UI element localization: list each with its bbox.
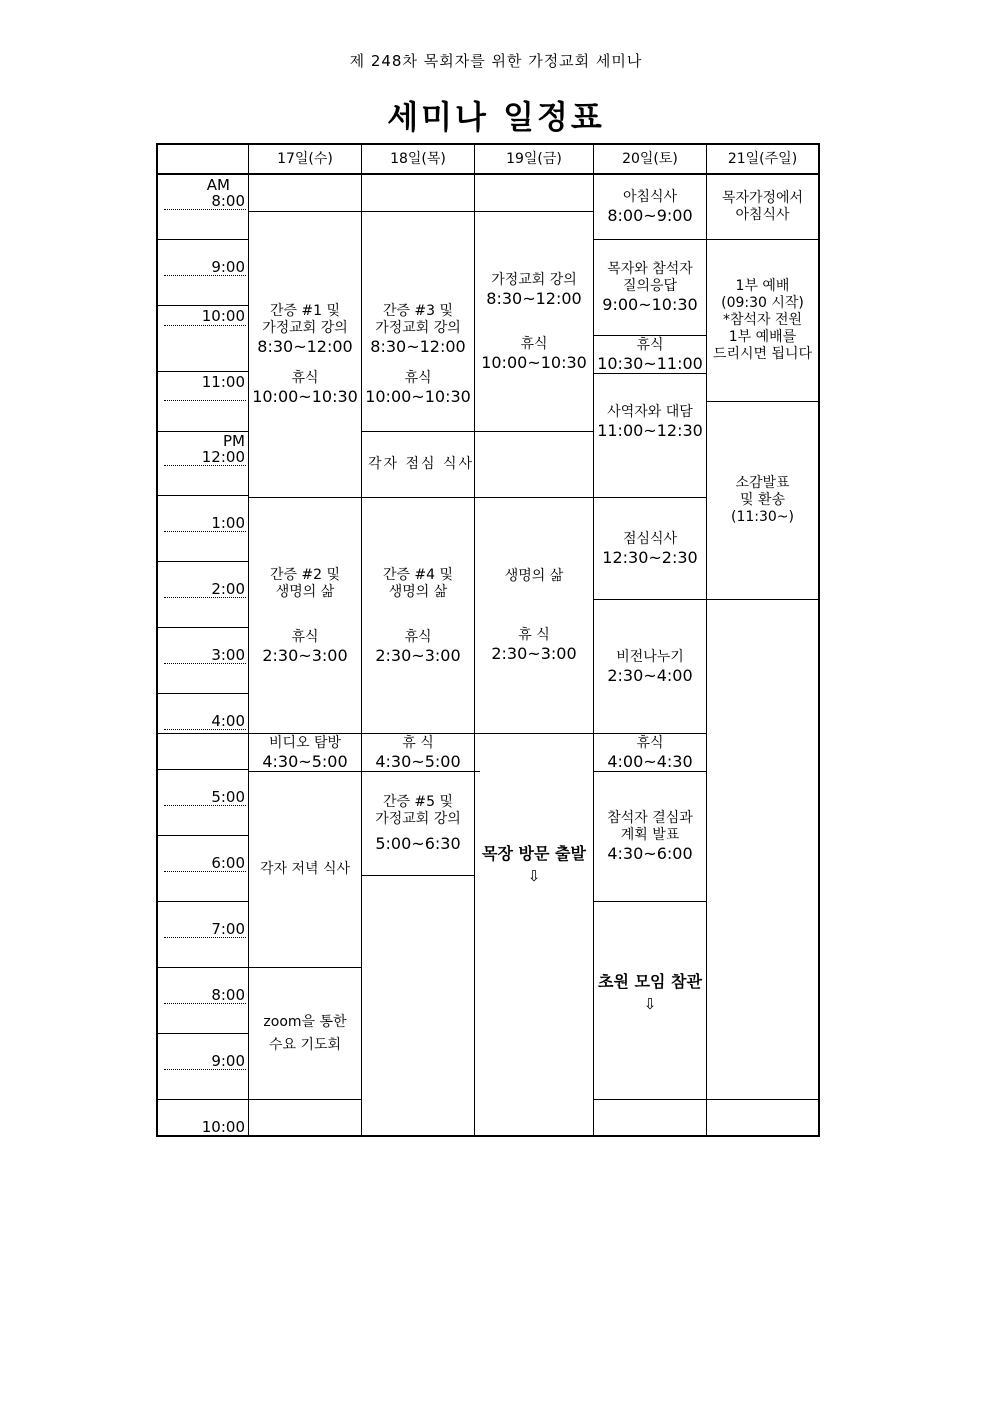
day-header-19: 19일(금) bbox=[506, 150, 562, 167]
session-time: 9:00~10:30 bbox=[602, 295, 698, 314]
session-time: 8:30~12:00 bbox=[257, 337, 353, 356]
session-18-rest bbox=[362, 734, 474, 771]
session-time: 2:30~3:00 bbox=[262, 645, 348, 665]
session-text: 가정교회 강의 bbox=[262, 320, 348, 336]
session-text: 질의응답 bbox=[622, 278, 678, 294]
time-label: 8:00 bbox=[211, 192, 245, 210]
time-label: 6:00 bbox=[211, 854, 245, 872]
session-19-morning bbox=[475, 212, 593, 431]
time-label: 10:00 bbox=[201, 307, 245, 325]
session-time: 10:00~10:30 bbox=[365, 387, 471, 406]
session-text: 비디오 탐방 bbox=[268, 734, 342, 751]
session-text: 목자가정에서 bbox=[721, 190, 804, 206]
session-text: 계획 발표 bbox=[620, 827, 680, 843]
session-19-afternoon bbox=[475, 498, 593, 733]
schedule-table bbox=[156, 143, 820, 1137]
grid-line bbox=[248, 1099, 361, 1100]
session-text: 휴식 bbox=[291, 628, 319, 645]
session-time: 8:30~12:00 bbox=[370, 337, 466, 356]
session-20-qa bbox=[594, 240, 706, 335]
grid-line bbox=[361, 875, 474, 876]
session-20-lunch bbox=[594, 498, 706, 599]
session-17-dinner bbox=[249, 772, 361, 967]
session-20-rest2 bbox=[594, 734, 706, 771]
session-text: 점심식사 bbox=[622, 530, 678, 547]
grid-line bbox=[158, 1099, 248, 1100]
session-18-afternoon bbox=[362, 498, 474, 733]
day-header-21: 21일(주일) bbox=[727, 150, 798, 167]
time-label: 2:00 bbox=[211, 580, 245, 598]
lunch-block bbox=[249, 432, 593, 497]
session-time: 4:30~6:00 bbox=[607, 844, 693, 863]
session-text: 생명의 삶 bbox=[275, 583, 335, 600]
session-text: 1부 예배를 bbox=[728, 329, 797, 345]
session-time: 4:30~5:00 bbox=[375, 751, 461, 771]
session-time: 2:30~3:00 bbox=[375, 645, 461, 665]
session-text: 각자 점심 식사 bbox=[367, 456, 475, 472]
session-17-video bbox=[249, 734, 361, 771]
time-label: 9:00 bbox=[211, 1052, 245, 1070]
session-text: 생명의 삶 bbox=[388, 583, 448, 600]
session-text: 목자와 참석자 bbox=[607, 261, 693, 277]
page-subtitle: 제 248차 목회자를 위한 가정교회 세미나 bbox=[349, 52, 643, 70]
session-time: 11:00~12:30 bbox=[597, 420, 703, 440]
session-text: 휴식 bbox=[636, 336, 664, 353]
time-label: 7:00 bbox=[211, 920, 245, 938]
day-header-17: 17일(수) bbox=[277, 150, 333, 167]
time-label: 12:00 bbox=[201, 448, 245, 466]
session-text: 초원 모임 참관 bbox=[598, 972, 702, 991]
session-text: 비전나누기 bbox=[616, 648, 684, 665]
session-text: 간증 #3 및 bbox=[382, 303, 454, 319]
grid-line bbox=[593, 1099, 818, 1100]
session-20-dialogue bbox=[594, 374, 706, 497]
session-text: 참석자 결심과 bbox=[607, 810, 693, 826]
session-text: 휴식 bbox=[404, 370, 432, 386]
session-text: 목장 방문 출발 bbox=[482, 843, 586, 863]
grid-line bbox=[158, 305, 248, 306]
dotted-line bbox=[164, 400, 246, 401]
session-text: 가정교회 강의 bbox=[375, 320, 461, 336]
page-title: 세미나 일정표 bbox=[387, 98, 605, 136]
grid-line bbox=[158, 769, 248, 770]
session-text: 휴식 bbox=[520, 335, 548, 352]
day-header-20: 20일(토) bbox=[622, 150, 678, 167]
time-label: 1:00 bbox=[211, 514, 245, 532]
session-text: 휴식 bbox=[636, 734, 664, 751]
session-time: 10:00~10:30 bbox=[252, 387, 358, 406]
session-17-prayer bbox=[249, 968, 361, 1099]
session-text: 휴식 bbox=[291, 370, 319, 386]
session-20-grassland bbox=[594, 902, 706, 1099]
session-time: 4:00~4:30 bbox=[607, 751, 693, 771]
session-text: 아침식사 bbox=[735, 207, 790, 223]
time-label: 4:00 bbox=[211, 712, 245, 730]
session-text: 휴식 bbox=[404, 628, 432, 645]
session-text: 아침식사 bbox=[622, 189, 678, 205]
session-text: 생명의 삶 bbox=[504, 568, 564, 584]
session-text: 각자 저녁 식사 bbox=[259, 861, 351, 877]
session-text: 가정교회 강의 bbox=[375, 811, 461, 827]
session-time: 4:30~5:00 bbox=[262, 751, 348, 771]
session-text: 휴 식 bbox=[402, 734, 434, 751]
session-time: 10:30~11:00 bbox=[597, 353, 703, 373]
session-19-visit bbox=[475, 805, 593, 925]
time-label-pm: PM bbox=[223, 432, 245, 450]
grid-line bbox=[158, 1033, 248, 1034]
session-20-breakfast bbox=[594, 175, 706, 239]
session-time: 12:30~2:30 bbox=[602, 547, 698, 567]
grid-line bbox=[158, 561, 248, 562]
time-label: 11:00 bbox=[201, 373, 245, 391]
session-time: 10:00~10:30 bbox=[481, 352, 587, 372]
session-text: 드리시면 됩니다 bbox=[712, 346, 813, 362]
session-text: (09:30 시작) bbox=[721, 295, 804, 311]
grid-line bbox=[158, 495, 248, 496]
session-21-farewell bbox=[707, 402, 818, 599]
grid-line bbox=[158, 733, 248, 734]
dotted-line bbox=[164, 325, 246, 326]
session-time: 8:30~12:00 bbox=[486, 288, 582, 308]
day-header-18: 18일(목) bbox=[390, 150, 446, 167]
session-text: (11:30~) bbox=[731, 509, 794, 525]
session-text: zoom을 통한 bbox=[263, 1013, 347, 1030]
grid-line bbox=[706, 599, 818, 600]
session-text: 간증 #4 및 bbox=[382, 566, 454, 583]
grid-line bbox=[158, 693, 248, 694]
grid-line bbox=[158, 835, 248, 836]
grid-line bbox=[158, 371, 248, 372]
session-20-plans bbox=[594, 772, 706, 901]
down-arrow-icon: ⇩ bbox=[527, 866, 541, 885]
session-text: 사역자와 대담 bbox=[607, 403, 693, 420]
session-18-evening bbox=[362, 772, 474, 875]
time-label: 3:00 bbox=[211, 646, 245, 664]
session-20-vision bbox=[594, 600, 706, 733]
grid-line bbox=[158, 967, 248, 968]
grid-line bbox=[158, 239, 248, 240]
session-text: 간증 #5 및 bbox=[382, 794, 454, 810]
session-17-afternoon bbox=[249, 498, 361, 733]
grid-line bbox=[158, 627, 248, 628]
session-time: 2:30~3:00 bbox=[491, 644, 577, 663]
session-text: 휴 식 bbox=[518, 627, 550, 643]
session-text: 수요 기도회 bbox=[268, 1036, 342, 1053]
session-text: 1부 예배 bbox=[735, 278, 790, 294]
time-label-am: AM bbox=[206, 176, 230, 194]
session-text: *참석자 전원 bbox=[722, 312, 803, 328]
time-label: 9:00 bbox=[211, 258, 245, 276]
grid-line bbox=[158, 901, 248, 902]
session-time: 2:30~4:00 bbox=[607, 665, 693, 685]
session-text: 간증 #2 및 bbox=[269, 566, 341, 583]
session-text: 및 환송 bbox=[739, 492, 786, 508]
session-text: 가정교회 강의 bbox=[491, 271, 577, 288]
session-21-worship bbox=[707, 240, 818, 401]
session-time: 8:00~9:00 bbox=[607, 206, 693, 225]
down-arrow-icon: ⇩ bbox=[643, 995, 657, 1013]
time-label: 8:00 bbox=[211, 986, 245, 1004]
session-text: 소감발표 bbox=[735, 475, 790, 491]
session-time: 5:00~6:30 bbox=[375, 834, 461, 853]
time-label: 10:00 bbox=[201, 1118, 245, 1136]
time-label: 5:00 bbox=[211, 788, 245, 806]
session-text: 간증 #1 및 bbox=[269, 303, 341, 319]
session-20-rest bbox=[594, 336, 706, 373]
session-21-breakfast bbox=[707, 175, 818, 239]
